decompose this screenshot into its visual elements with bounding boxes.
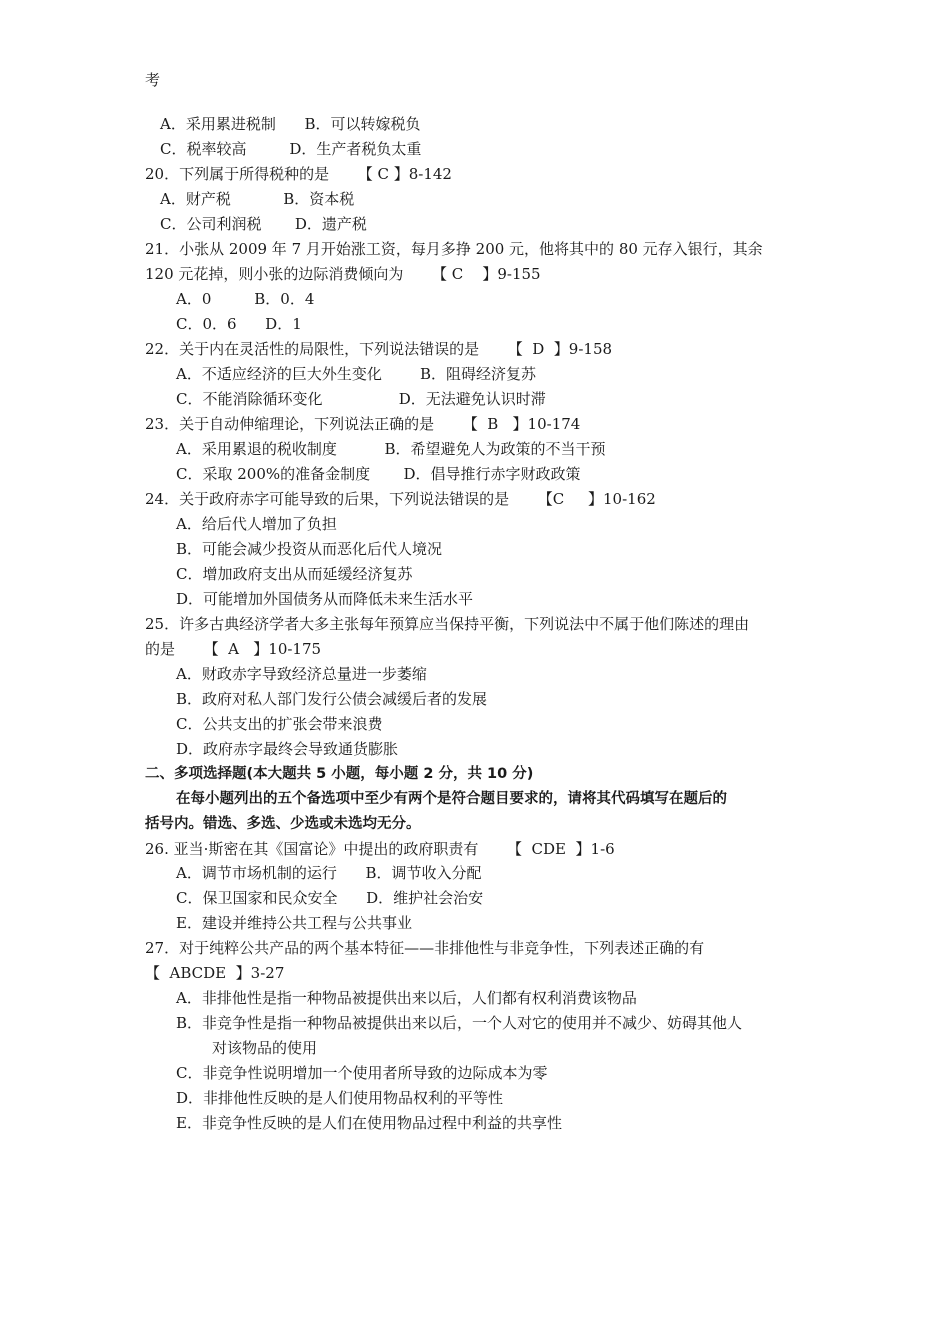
question-line: 23．关于自动伸缩理论，下列说法正确的是 【 B 】10-174	[145, 415, 581, 433]
question-line: 【 ABCDE 】3-27	[145, 964, 285, 982]
section-heading: 二、多项选择题(本大题共 5 小题，每小题 2 分，共 10 分)	[145, 766, 534, 782]
option-line: C．采取 200%的准备金制度 D．倡导推行赤字财政政策	[176, 465, 581, 483]
option-line: E．非竞争性反映的是人们在使用物品过程中利益的共享性	[176, 1114, 562, 1132]
option-line: C．不能消除循环变化 D．无法避免认识时滞	[176, 390, 546, 408]
option-line: C．0．6 D．1	[176, 315, 302, 333]
option-line: D．政府赤字最终会导致通货膨胀	[176, 740, 399, 758]
option-line: D．非排他性反映的是人们使用物品权利的平等性	[176, 1089, 504, 1107]
option-line-continued: 对该物品的使用	[212, 1039, 318, 1057]
section-instruction: 在每小题列出的五个备选项中至少有两个是符合题目要求的，请将其代码填写在题后的	[176, 791, 727, 807]
option-line: C．增加政府支出从而延缓经济复苏	[176, 565, 413, 583]
question-line: 26. 亚当·斯密在其《国富论》中提出的政府职责有 【 CDE 】1-6	[145, 840, 615, 858]
option-line: C．税率较高 D．生产者税负太重	[160, 140, 422, 158]
option-line: A．非排他性是指一种物品被提供出来以后，人们都有权利消费该物品	[176, 989, 637, 1007]
question-line: 22．关于内在灵活性的局限性，下列说法错误的是 【 D 】9-158	[145, 340, 613, 358]
option-line: B．非竞争性是指一种物品被提供出来以后，一个人对它的使用并不减少、妨碍其他人	[176, 1014, 743, 1032]
option-line: B．政府对私人部门发行公债会减缓后者的发展	[176, 690, 488, 708]
question-line: 25．许多古典经济学者大多主张每年预算应当保持平衡，下列说法中不属于他们陈述的理由	[145, 615, 750, 633]
option-line: C．公共支出的扩张会带来浪费	[176, 715, 383, 733]
option-line: C．公司利润税 D．遗产税	[160, 215, 367, 233]
question-line: 120 元花掉，则小张的边际消费倾向为 【 C 】9-155	[145, 265, 541, 283]
option-line: A．0 B．0．4	[176, 290, 315, 308]
option-line: A．财政赤字导致经济总量进一步萎缩	[176, 665, 427, 683]
question-line: 24．关于政府赤字可能导致的后果，下列说法错误的是 【C 】10-162	[145, 490, 656, 508]
option-line: C．保卫国家和民众安全 D．维护社会治安	[176, 889, 484, 907]
option-line: E．建设并维持公共工程与公共事业	[176, 914, 412, 932]
option-line: D．可能增加外国债务从而降低未来生活水平	[176, 590, 474, 608]
question-line: 21．小张从 2009 年 7 月开始涨工资，每月多挣 200 元，他将其中的 80 元存入银行，其余	[145, 240, 763, 258]
option-line: A．财产税 B．资本税	[160, 190, 355, 208]
section-instruction: 括号内。错选、多选、少选或未选均无分。	[145, 816, 421, 832]
option-line: A．采用累退的税收制度 B．希望避免人为政策的不当干预	[176, 440, 606, 458]
question-line: 的是 【 A 】10-175	[145, 640, 322, 658]
question-line: 20．下列属于所得税种的是 【 C 】8-142	[145, 165, 452, 183]
option-line: B．可能会减少投资从而恶化后代人境况	[176, 540, 443, 558]
option-line: A．不适应经济的巨大外生变化 B．阻碍经济复苏	[176, 365, 537, 383]
text-line: 考	[145, 71, 161, 89]
option-line: A．采用累进税制 B．可以转嫁税负	[160, 115, 421, 133]
option-line: A．调节市场机制的运行 B．调节收入分配	[176, 864, 482, 882]
question-line: 27．对于纯粹公共产品的两个基本特征——非排他性与非竞争性，下列表述正确的有	[145, 939, 705, 957]
option-line: A．给后代人增加了负担	[176, 515, 337, 533]
option-line: C．非竞争性说明增加一个使用者所导致的边际成本为零	[176, 1064, 548, 1082]
